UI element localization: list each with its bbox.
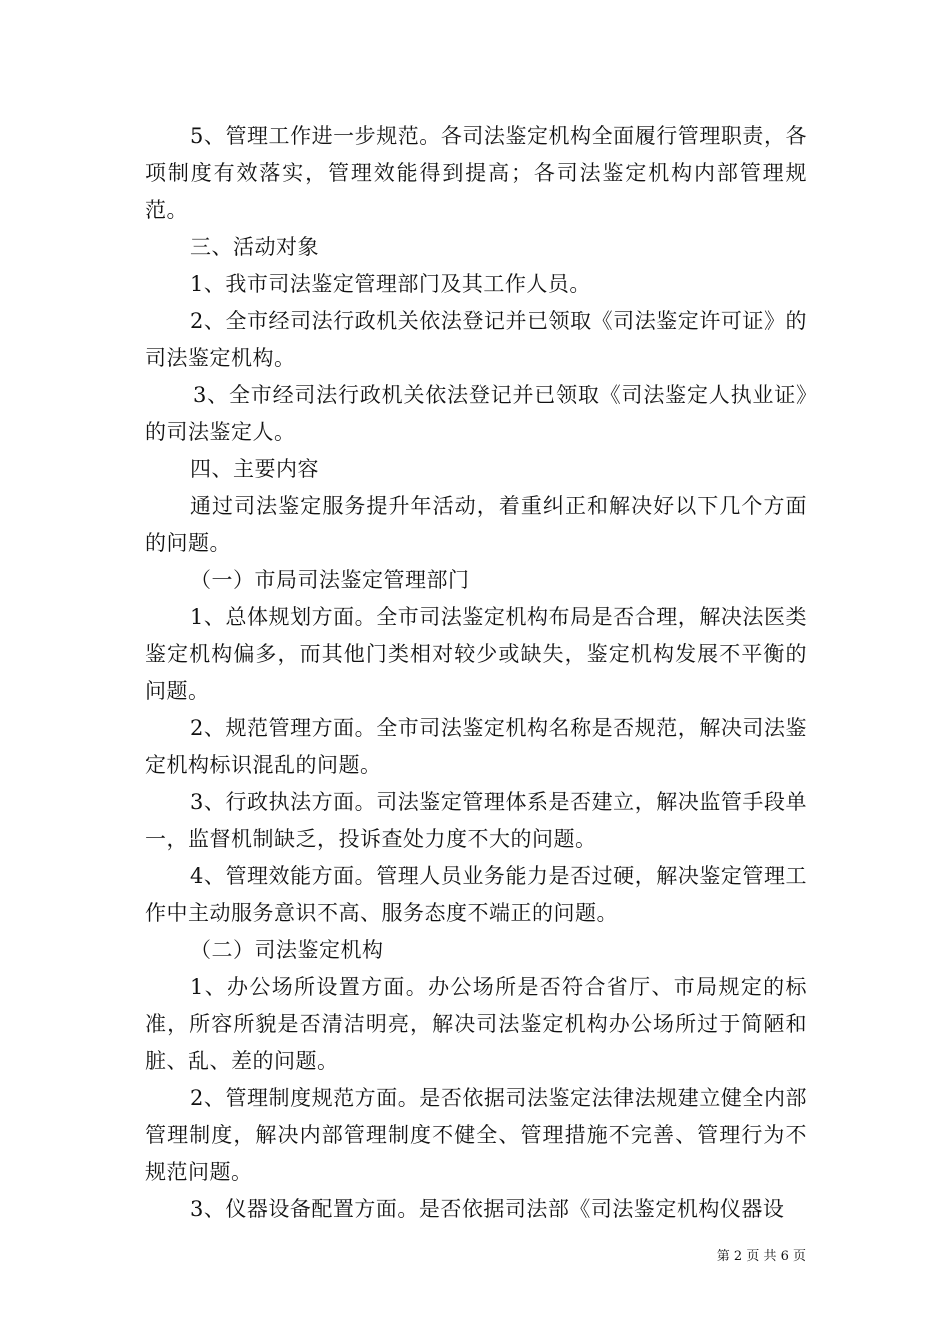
paragraph-target-1: 1、我市司法鉴定管理部门及其工作人员。 [190, 272, 591, 296]
paragraph-main-content-intro: 通过司法鉴定服务提升年活动，着重纠正和解决好以下几个方面的问题。 [145, 494, 807, 555]
subheading-bureau-department: （一）市局司法鉴定管理部门 [190, 568, 470, 592]
heading-main-content: 四、主要内容 [190, 457, 319, 481]
paragraph-bureau-item-3: 3、行政执法方面。司法鉴定管理体系是否建立，解决监管手段单一，监督机制缺乏，投诉查处力度不大的问题。 [145, 790, 807, 851]
paragraph-management-standardized: 5、管理工作进一步规范。各司法鉴定机构全面履行管理职责，各项制度有效落实，管理效能得到提高；各司法鉴定机构内部管理规范。 [145, 124, 807, 222]
paragraph-bureau-item-2: 2、规范管理方面。全市司法鉴定机构名称是否规范，解决司法鉴定机构标识混乱的问题。 [145, 716, 807, 777]
paragraph-institution-item-3: 3、仪器设备配置方面。是否依据司法部《司法鉴定机构仪器设 [190, 1197, 785, 1221]
paragraph-institution-item-2: 2、管理制度规范方面。是否依据司法鉴定法律法规建立健全内部管理制度，解决内部管理制度不健全、管理措施不完善、管理行为不规范问题。 [145, 1086, 807, 1184]
paragraph-target-3: 3、全市经司法行政机关依法登记并已领取《司法鉴定人执业证》的司法鉴定人。 [145, 383, 807, 444]
paragraph-institution-item-1: 1、办公场所设置方面。办公场所是否符合省厅、市局规定的标准，所容所貌是否清洁明亮，解决司法鉴定机构办公场所过于简陋和脏、乱、差的问题。 [145, 975, 807, 1073]
heading-activity-targets: 三、活动对象 [190, 235, 319, 259]
subheading-forensic-institutions: （二）司法鉴定机构 [190, 938, 384, 962]
paragraph-target-2: 2、全市经司法行政机关依法登记并已领取《司法鉴定许可证》的司法鉴定机构。 [145, 309, 807, 370]
paragraph-bureau-item-4: 4、管理效能方面。管理人员业务能力是否过硬，解决鉴定管理工作中主动服务意识不高、服务态度不端正的问题。 [145, 864, 807, 925]
page-number-footer: 第 2 页 共 6 页 [716, 1249, 806, 1264]
document-body [145, 118, 807, 1228]
paragraph-bureau-item-1: 1、总体规划方面。全市司法鉴定机构布局是否合理，解决法医类鉴定机构偏多，而其他门类相对较少或缺失，鉴定机构发展不平衡的问题。 [145, 605, 807, 703]
